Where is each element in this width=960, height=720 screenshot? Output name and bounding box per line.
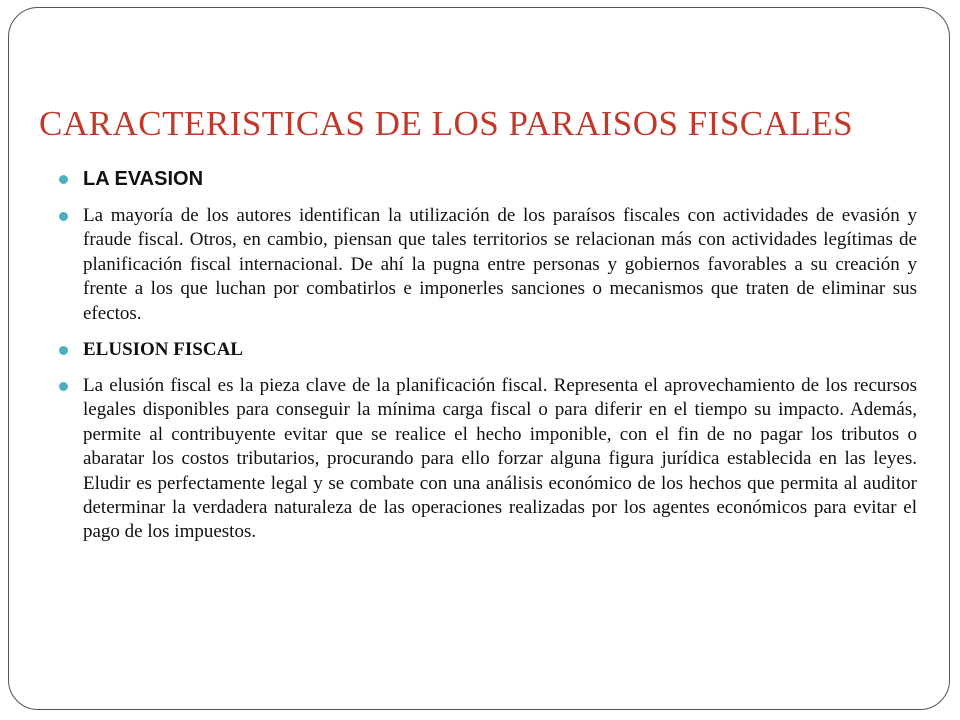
slide-title: CARACTERISTICAS DE LOS PARAISOS FISCALES [39, 104, 854, 143]
paragraph-elusion: La elusión fiscal es la pieza clave de la planificación fiscal. Representa el aprovechamiento de los recursos legales disponibles para conseguir la mínima carga fiscal o para diferir en el tiempo su impacto. Además, permite al contribuyente evitar que se realice el hecho imponible, con el fin de no pagar los tributos o abaratar los costos tributarios, procurando para ello forzar alguna figura jurídica establecida en las leyes. Eludir es perfectamente legal y se combate con una análisis económico de los hechos que permita al auditor determinar la verdadera naturaleza de las operaciones realizadas por los agentes económicos para evitar el pago de los impuestos. [83, 375, 917, 543]
bullet-list [59, 166, 917, 557]
bullet-item-elusion-heading [59, 338, 917, 362]
bullet-dot-icon [59, 175, 68, 184]
section-heading-evasion: LA EVASION [83, 168, 204, 190]
slide-frame [8, 7, 950, 710]
paragraph-evasion: La mayoría de los autores identifican la utilización de los paraísos fiscales con actividades de evasión y fraude fiscal. Otros, en cambio, piensan que tales territorios se relacionan más con actividades legítimas de planificación fiscal internacional. De ahí la pugna entre personas y gobiernos favorables a su creación y frente a los que luchan por combatirlos e imponerles sanciones o mecanismos que traten de eliminar sus efectos. [83, 205, 917, 324]
bullet-item-evasion-heading [59, 166, 917, 192]
bullet-item-evasion-paragraph [59, 204, 917, 326]
bullet-item-elusion-paragraph [59, 374, 917, 545]
bullet-dot-icon [59, 346, 68, 355]
section-heading-elusion: ELUSION FISCAL [83, 339, 243, 361]
bullet-dot-icon [59, 382, 68, 391]
bullet-dot-icon [59, 212, 68, 221]
